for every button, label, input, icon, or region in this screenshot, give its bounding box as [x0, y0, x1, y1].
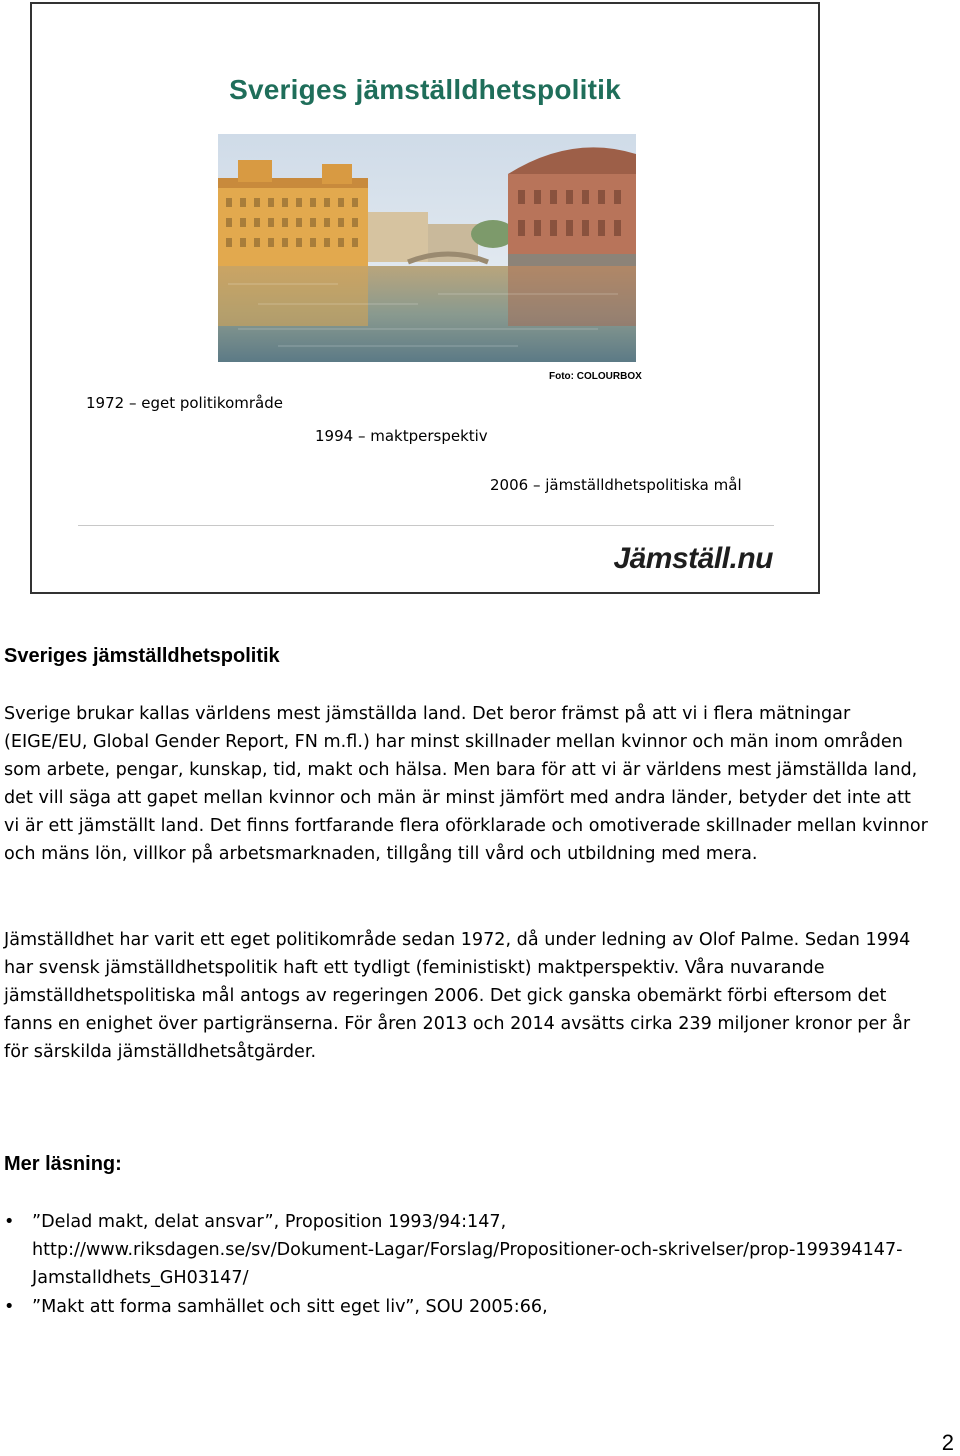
reference-item — [4, 1293, 929, 1321]
document-title: Sveriges jämställdhetspolitik — [4, 645, 280, 667]
bullet-icon: • — [4, 1296, 15, 1317]
reference-title: ”Makt att forma samhället och sitt eget liv”, SOU 2005:66, — [32, 1296, 548, 1317]
brand-logo: Jämställ.nu — [613, 542, 773, 575]
milestone-1994: 1994 – maktperspektiv — [315, 427, 488, 445]
page-number: 2 — [941, 1430, 954, 1455]
slide-divider — [78, 525, 774, 526]
milestone-2006: 2006 – jämställdhetspolitiska mål — [490, 476, 742, 494]
presentation-slide — [30, 2, 820, 594]
photo-credit: Foto: COLOURBOX — [549, 371, 642, 382]
slide-title: Sveriges jämställdhetspolitik — [229, 74, 621, 105]
reference-title: ”Delad makt, delat ansvar”, Proposition 1993/94:147, — [32, 1212, 507, 1232]
stockholm-waterfront-photo — [218, 134, 636, 362]
reference-link[interactable]: http://www.riksdagen.se/sv/Dokument-Lagar/Forslag/Propositioner-och-skrivelser/prop-199394147-Jamstalldhets_GH03147/ — [32, 1240, 903, 1289]
body-paragraph-2: Jämställdhet har varit ett eget politikområde sedan 1972, då under ledning av Olof Palme. Sedan 1994 har svensk jämställdhetspolitik haft ett tydligt (feministiskt) maktperspektiv. Våra nuvarande jämställdhetspolitiska mål antogs av regeringen 2006. Det gick ganska obemärkt förbi eftersom det fanns en enighet över partigränserna. För åren 2013 och 2014 avsätts cirka 239 miljoner kronor per år för särskilda jämställdhetsåtgärder. — [4, 930, 911, 1063]
milestone-1972: 1972 – eget politikområde — [86, 394, 283, 412]
further-reading-heading: Mer läsning: — [4, 1153, 122, 1175]
reference-item — [4, 1208, 929, 1293]
body-paragraph-1: Sverige brukar kallas världens mest jämställda land. Det beror främst på att vi i flera mätningar (EIGE/EU, Global Gender Report, FN m.fl.) har minst skillnader mellan kvinnor och män inom områden som arbete, pengar, kunskap, tid, makt och hälsa. Men bara för att vi är världens mest jämställda land, det vill säga att gapet mellan kvinnor och män är minst jämfört med andra länder, betyder det inte att vi är ett jämställt land. Det finns fortfarande flera oförklarade och omotiverade skillnader mellan kvinnor och mäns lön, villkor på arbetsmarknaden, tillgång till vård och utbildning med mera. — [4, 704, 928, 865]
reference-list — [4, 1208, 929, 1321]
bullet-icon: • — [4, 1212, 15, 1232]
